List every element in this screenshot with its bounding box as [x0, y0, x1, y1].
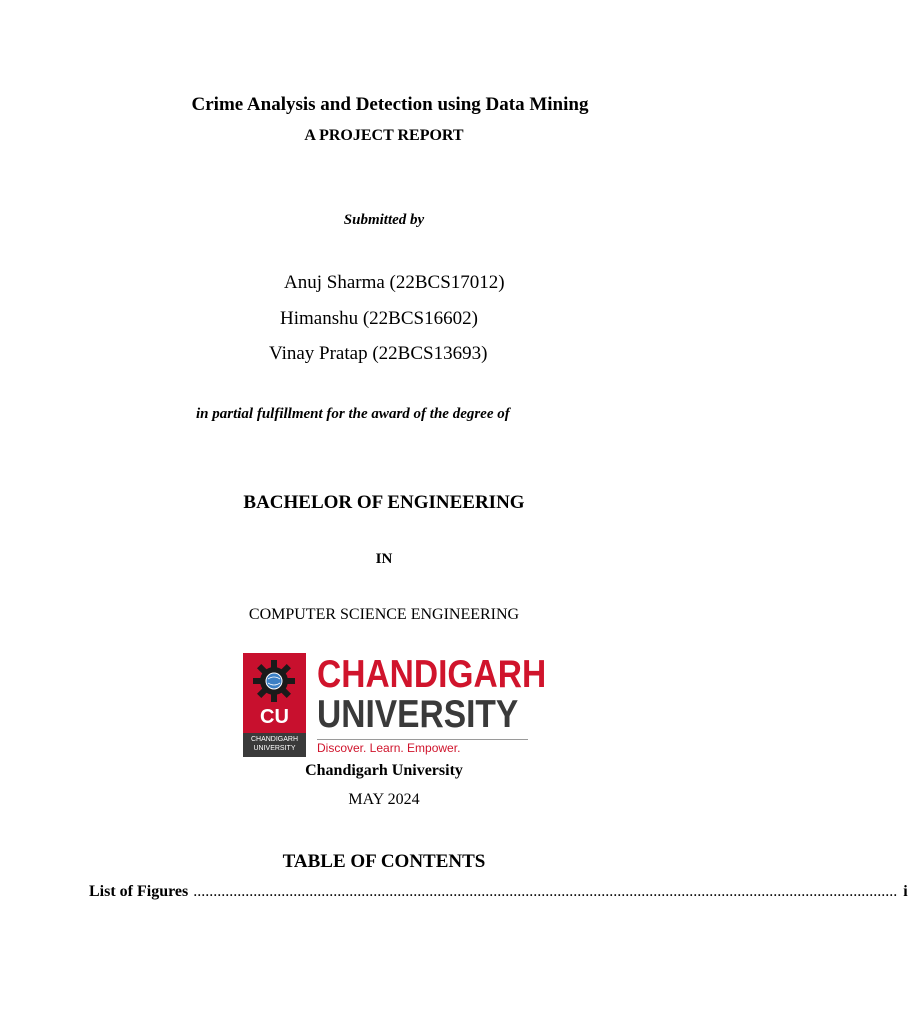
submitted-by-label: Submitted by [343, 212, 425, 228]
author-name: Vinay Pratap (22BCS13693) [269, 343, 488, 364]
toc-dot-leader: ................................................................................................................................................................................ [193, 883, 898, 900]
report-subtitle: A PROJECT REPORT [304, 127, 464, 144]
toc-entry-page: i [903, 883, 908, 900]
logo-small-text: CHANDIGARH UNIVERSITY [250, 736, 299, 752]
logo-initials: CU [260, 706, 289, 728]
report-title: Crime Analysis and Detection using Data Mining [191, 94, 589, 115]
toc-entry-label: List of Figures [89, 883, 189, 900]
author-name: Himanshu (22BCS16602) [280, 308, 478, 329]
logo-name-line2: UNIVERSITY [317, 693, 519, 736]
university-name: Chandigarh University [305, 762, 463, 779]
degree-title: BACHELOR OF ENGINEERING [243, 492, 525, 513]
logo-divider [317, 739, 528, 740]
toc-entry[interactable] [89, 883, 908, 901]
fulfillment-statement: in partial fulfillment for the award of the degree of [196, 406, 510, 422]
logo-tagline: Discover. Learn. Empower. [317, 741, 461, 755]
in-label: IN [375, 551, 393, 567]
department-name: COMPUTER SCIENCE ENGINEERING [248, 606, 520, 623]
author-name: Anuj Sharma (22BCS17012) [284, 272, 505, 293]
university-logo [243, 653, 547, 757]
logo-name-line1: CHANDIGARH [317, 653, 547, 696]
toc-heading: TABLE OF CONTENTS [282, 851, 486, 872]
report-date: MAY 2024 [348, 791, 420, 808]
gear-emblem-icon [251, 658, 297, 704]
